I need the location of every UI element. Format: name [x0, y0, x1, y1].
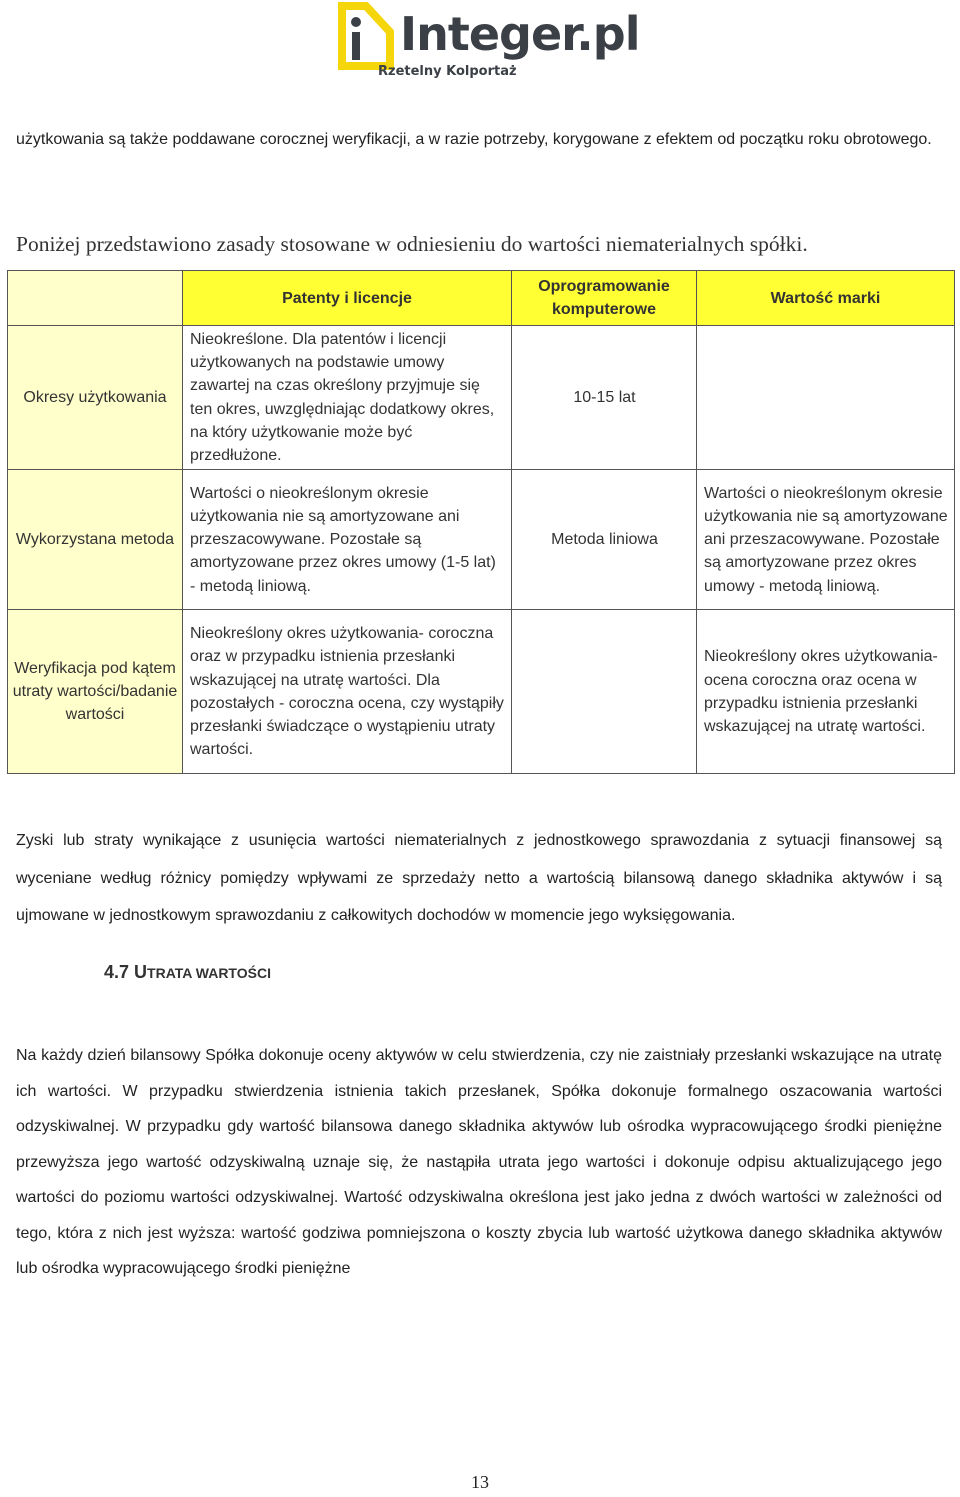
page-number: 13 [471, 1472, 489, 1492]
table-row [8, 610, 955, 774]
corner-cell [8, 271, 183, 326]
section-title-rest: TRATA WARTOŚCI [147, 965, 271, 981]
section-title-first: U [134, 962, 148, 982]
section-number: 4.7 [104, 962, 130, 982]
section-heading [104, 962, 271, 983]
table-cell: Wartości o nieokreślonym okresie użytkowania nie są amortyzowane ani przeszacowywane. Pozostałe są amortyzowane przez okres umowy (1-5 lat) - metodą liniową. [183, 470, 512, 610]
col-header-software: Oprogramowanie komputerowe [512, 271, 697, 326]
paragraph-top: użytkowania są także poddawane corocznej weryfikacji, a w razie potrzeby, korygowane z efektem od początku roku obrotowego. [16, 131, 932, 148]
table-cell: Nieokreślony okres użytkowania- ocena coroczna oraz ocena w przypadku istnienia przesłanki wskazującej na utratę wartości. [697, 610, 955, 774]
table-cell: Wartości o nieokreślonym okresie użytkowania nie są amortyzowane ani przeszacowywane. Pozostałe są amortyzowane przez okres umowy - metodą liniową. [697, 470, 955, 610]
table-cell [697, 326, 955, 470]
table-cell: Metoda liniowa [512, 470, 697, 610]
logo-tagline: Rzetelny Kolportaż [378, 64, 517, 79]
col-header-patents: Patenty i licencje [183, 271, 512, 326]
row-header-useful-life: Okresy użytkowania [8, 326, 183, 470]
table-intro: Poniżej przedstawiono zasady stosowane w odniesieniu do wartości niematerialnych spółki. [16, 232, 808, 256]
col-header-brand: Wartość marki [697, 271, 955, 326]
intangibles-policy-table [7, 270, 955, 774]
paragraph-impairment: Na każdy dzień bilansowy Spółka dokonuje oceny aktywów w celu stwierdzenia, czy nie zaistniały przesłanki wskazujące na utratę ich wartości. W przypadku stwierdzenia istnienia takich przesłanek, Spółka dokonuje formalnego oszacowania wartości odzyskiwalnej. W przypadku gdy wartość bilansowa danego składnika aktywów lub ośrodka wypracowującego środki pieniężne przewyższa jego wartość odzyskiwalną uznaje się, że nastąpiła utrata jego wartości i dokonuje odpisu aktualizującego jego wartości do poziomu wartości odzyskiwalnej. Wartość odzyskiwalna określona jest jako jedna z dwóch wartości w zależności od tego, która z nich jest wyższa: wartość godziwa pomniejszona o koszty zbycia lub wartość użytkowa danego składnika aktywów lub ośrodka wypracowującego środki pieniężne [16, 1047, 942, 1277]
row-header-method: Wykorzystana metoda [8, 470, 183, 610]
integer-logo [338, 2, 640, 92]
row-header-impairment-test: Weryfikacja pod kątem utraty wartości/badanie wartości [8, 610, 183, 774]
table-header-row [8, 271, 955, 326]
table-cell [512, 610, 697, 774]
table-row [8, 326, 955, 470]
paragraph-gains-losses: Zyski lub straty wynikające z usunięcia wartości niematerialnych z jednostkowego sprawozdania z sytuacji finansowej są wyceniane według różnicy pomiędzy wpływami ze sprzedaży netto a wartością bilansową danego składnika aktywów i są ujmowane w jednostkowym sprawozdaniu z całkowitych dochodów w momencie jego wyksięgowania. [16, 832, 942, 924]
table-cell: Nieokreślony okres użytkowania- coroczna oraz w przypadku istnienia przesłanki wskazującej na utratę wartości. Dla pozostałych - coroczna ocena, czy wystąpiły przesłanki świadczące o wystąpieniu utraty wartości. [183, 610, 512, 774]
logo-mark-icon [338, 2, 394, 70]
logo-wordmark: Integer.pl [400, 7, 640, 61]
table-cell: Nieokreślone. Dla patentów i licencji użytkowanych na podstawie umowy zawartej na czas określony przyjmuje się ten okres, uwzględniając dodatkowy okres, na który użytkowanie może być przedłużone. [183, 326, 512, 470]
table-cell: 10-15 lat [512, 326, 697, 470]
table-row [8, 470, 955, 610]
